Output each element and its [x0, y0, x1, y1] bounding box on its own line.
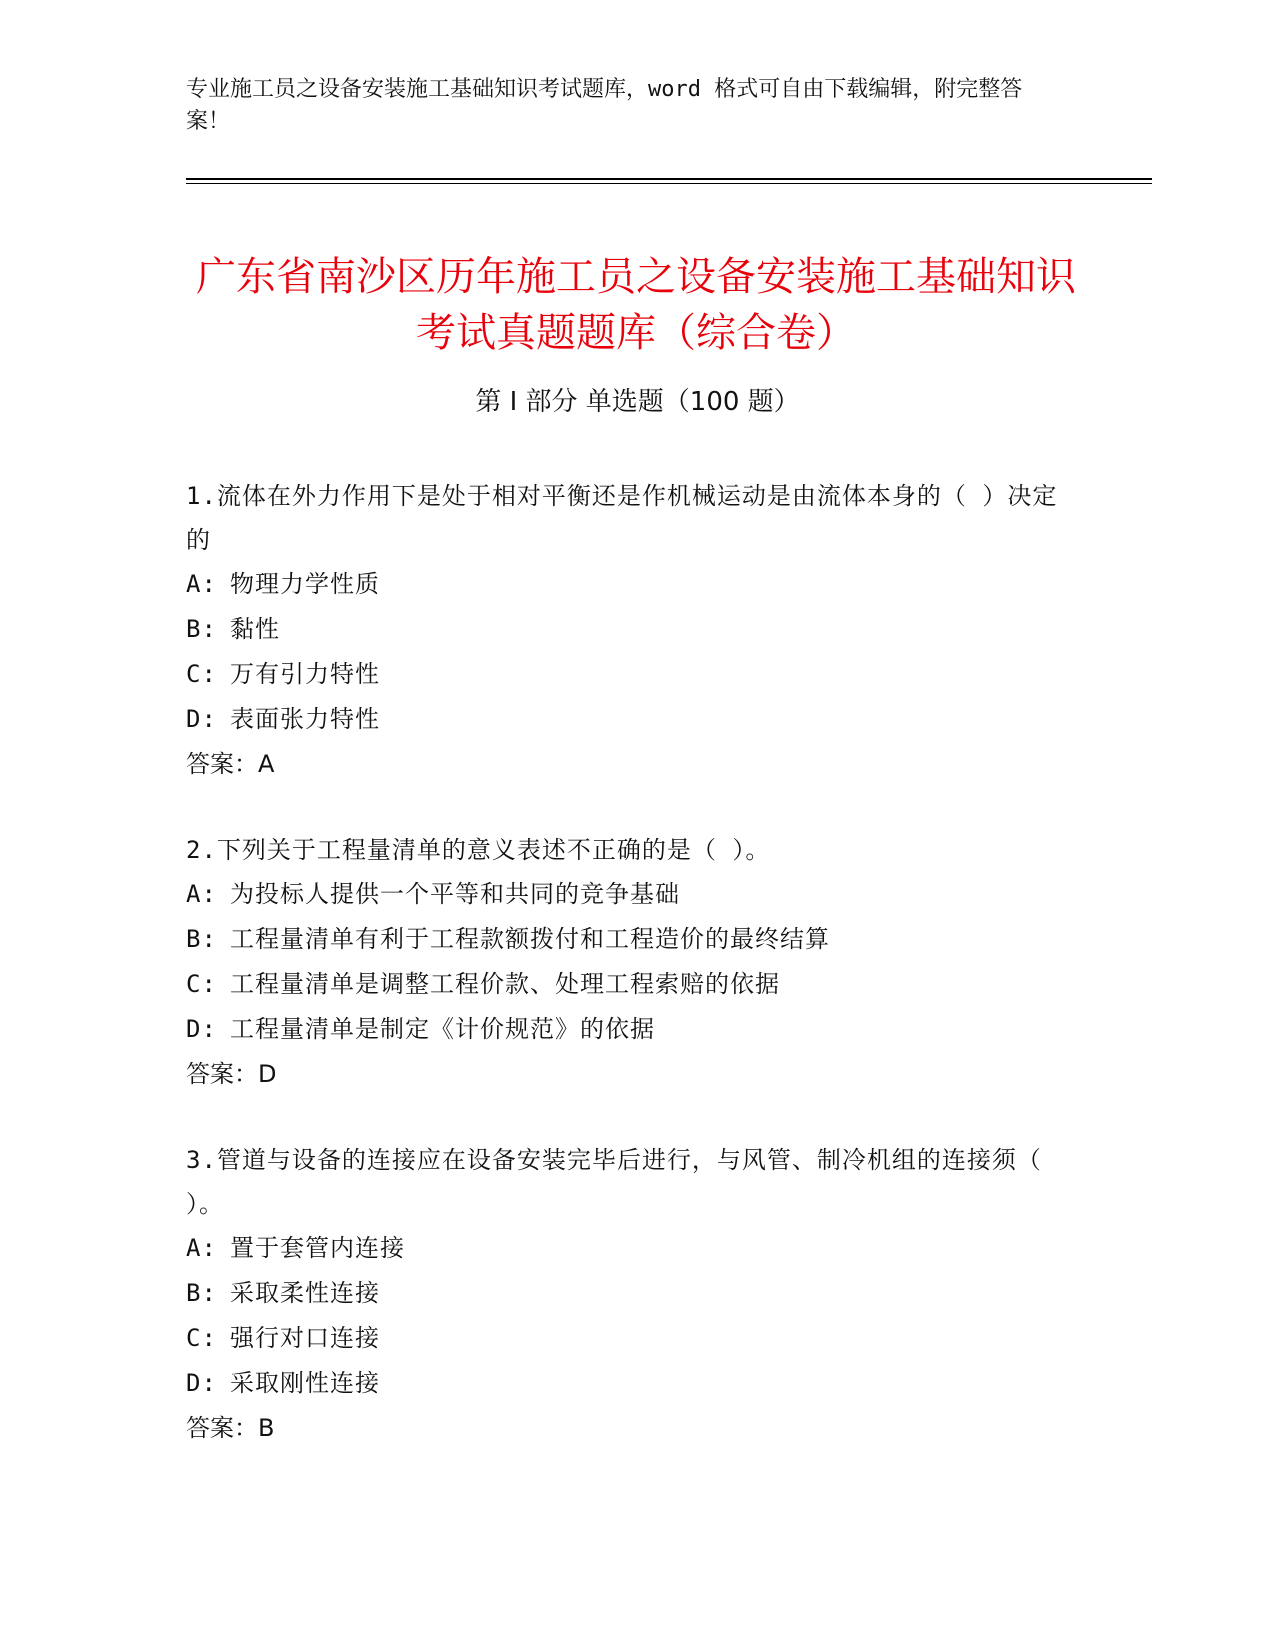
option-text: 强行对口连接	[230, 1324, 380, 1352]
section-title: 第 I 部分 单选题（100 题）	[475, 387, 800, 417]
option-a	[186, 1226, 1066, 1271]
option-key: D:	[186, 1015, 217, 1043]
header-rule-thick	[186, 178, 1152, 180]
header-note: 专业施工员之设备安装施工基础知识考试题库，word 格式可自由下载编辑，附完整答案！	[186, 77, 1023, 134]
option-key: C:	[186, 1324, 217, 1352]
option-text: 黏性	[230, 615, 280, 643]
question-stem: 1.流体在外力作用下是处于相对平衡还是作机械运动是由流体本身的（ ）决定的	[186, 482, 1058, 554]
option-key: C:	[186, 660, 217, 688]
option-text: 物理力学性质	[230, 570, 380, 598]
option-key: A:	[186, 1234, 217, 1262]
option-key: C:	[186, 970, 217, 998]
option-text: 置于套管内连接	[230, 1234, 405, 1262]
option-key: D:	[186, 1369, 217, 1397]
option-a	[186, 872, 1066, 917]
option-key: B:	[186, 1279, 217, 1307]
document-title: 广东省南沙区历年施工员之设备安装施工基础知识考试真题题库（综合卷）	[196, 253, 1076, 356]
header-rule-thin	[186, 183, 1152, 184]
option-d	[186, 697, 1066, 742]
option-text: 工程量清单是调整工程价款、处理工程索赔的依据	[230, 970, 780, 998]
option-key: A:	[186, 570, 217, 598]
question-item	[186, 1138, 1066, 1450]
option-a	[186, 562, 1066, 607]
option-c	[186, 1316, 1066, 1361]
option-key: A:	[186, 880, 217, 908]
option-c	[186, 962, 1066, 1007]
question-list	[186, 474, 1066, 1492]
option-key: D:	[186, 705, 217, 733]
option-text: 表面张力特性	[230, 705, 380, 733]
option-text: 采取柔性连接	[230, 1279, 380, 1307]
answer-line: 答案：B	[186, 1414, 275, 1442]
option-d	[186, 1007, 1066, 1052]
answer-line: 答案：D	[186, 1060, 277, 1088]
option-d	[186, 1361, 1066, 1406]
option-text: 为投标人提供一个平等和共同的竞争基础	[230, 880, 680, 908]
option-text: 采取刚性连接	[230, 1369, 380, 1397]
question-item	[186, 828, 1066, 1096]
question-item	[186, 474, 1066, 786]
option-text: 工程量清单是制定《计价规范》的依据	[230, 1015, 655, 1043]
option-b	[186, 1271, 1066, 1316]
option-key: B:	[186, 925, 217, 953]
option-c	[186, 652, 1066, 697]
option-b	[186, 607, 1066, 652]
option-b	[186, 917, 1066, 962]
option-text: 工程量清单有利于工程款额拨付和工程造价的最终结算	[230, 925, 830, 953]
option-key: B:	[186, 615, 217, 643]
question-stem: 2.下列关于工程量清单的意义表述不正确的是（ ）。	[186, 836, 771, 864]
question-stem: 3.管道与设备的连接应在设备安装完毕后进行，与风管、制冷机组的连接须（ ）。	[186, 1146, 1042, 1218]
option-text: 万有引力特性	[230, 660, 380, 688]
answer-line: 答案：A	[186, 750, 275, 778]
